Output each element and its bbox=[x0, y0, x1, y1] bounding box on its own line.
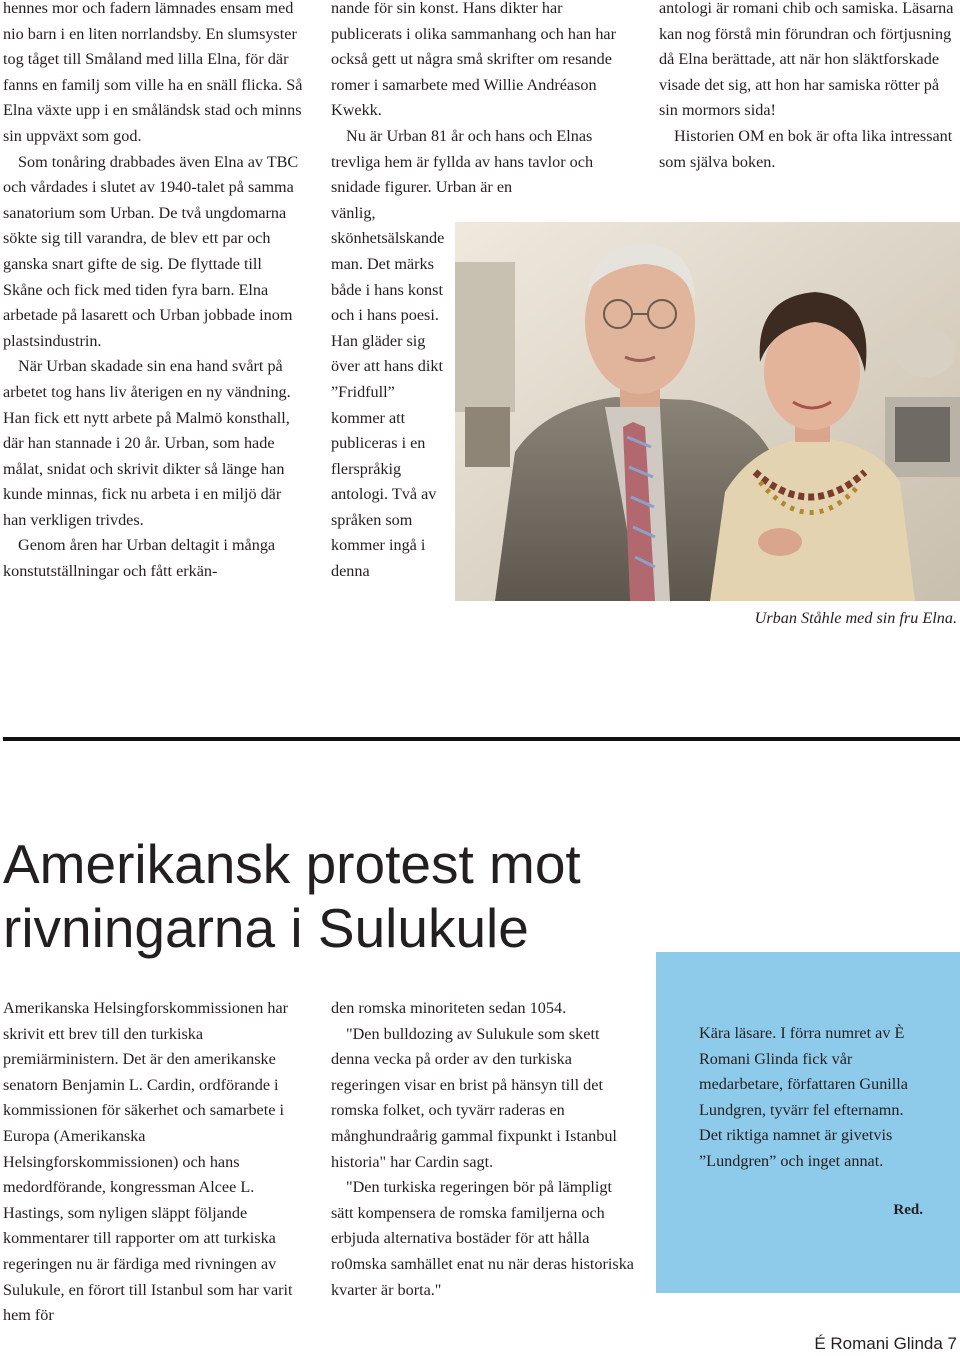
paragraph: Som tonåring drabbades även Elna av TBC och vårdades i slutet av 1940-talet på samma sanatorium som Urban. De två ungdomarna sökte sig till varandra, de blev ett par och ganska snart gifte de sig. De flyttade till Skåne och fick med tiden fyra barn. Elna arbetade på lasarett och Urban jobbade inom plastsindustrin. bbox=[3, 152, 299, 350]
article-headline: Amerikansk protest mot rivningarna i Sulukule bbox=[3, 833, 581, 959]
article2-column-2 bbox=[331, 996, 636, 1303]
correction-note-signature: Red. bbox=[893, 1202, 923, 1218]
article2-column-1 bbox=[3, 996, 303, 1329]
paragraph: "Den turkiska regeringen bör på lämpligt sätt kompensera de romska familjerna och erbjuda alternativa bostäder för att hålla ro0mska samhället enat nu när deras historiska kvarter är borta." bbox=[331, 1178, 634, 1299]
paragraph: När Urban skadade sin ena hand svårt på arbetet tog hans liv återigen en ny vändning. Han fick ett nytt arbete på Malmö konsthall, där han stannade i 20 år. Urban, som hade målat, snidat och skrivit dikter så länge han kunde minnas, fick nu arbeta i en miljö där han verkligen trivdes. bbox=[3, 357, 291, 529]
paragraph: den romska minoriteten sedan 1054. bbox=[331, 999, 567, 1017]
paragraph: nande för sin konst. Hans dikter har publicerats i olika sammanhang och han har också gett ut några små skrifter om resande romer i samarbete med Willie Andréason Kwekk. bbox=[331, 0, 616, 120]
paragraph: Historien OM en bok är ofta lika intressant som själva boken. bbox=[659, 126, 953, 171]
paragraph: antologi är romani chib och samiska. Läsarna kan nog förstå min förundran och förtjusning då Elna berättade, att när hon släktforskade visade det sig, att hon har samiska rötter på sin mormors sida! bbox=[659, 0, 954, 120]
paragraph: Nu är Urban 81 år och hans och Elnas trevliga hem är fyllda av hans tavlor och snidade figurer. Urban är en bbox=[331, 126, 594, 197]
paragraph: hennes mor och fadern lämnades ensam med nio barn i en liten norrlandsby. En slumsyster tog tåget till Småland med lilla Elna, för där fanns en familj som ville ha en snäll flicka. Så Elna växte upp i en småländsk stad och minns sin uppväxt som god. bbox=[3, 0, 303, 145]
correction-note-box bbox=[656, 952, 960, 1293]
article1-column-3 bbox=[659, 0, 959, 175]
couple-photo bbox=[455, 222, 960, 601]
section-divider bbox=[3, 737, 960, 741]
photo-caption: Urban Ståhle med sin fru Elna. bbox=[754, 609, 957, 627]
paragraph: Genom åren har Urban deltagit i många konstutställningar och fått erkän- bbox=[3, 536, 276, 581]
article1-column-1 bbox=[3, 0, 303, 585]
paragraph: Amerikanska Helsingforskommissionen har skrivit ett brev till den turkiska premiärministern. Det är den amerikanske senatorn Benjamin L. Cardin, ordförande i kommissionen för säkerhet och samarbete i Europa (Amerikanska Helsingforskommissionen) och hans medordförande, kongressman Alcee L. Hastings, som nyligen släppt följande kommentarer till rapporter om att turkiska regeringen nu är färdiga med rivningen av Sulukule, en förort till Istanbul som har varit hem för bbox=[3, 999, 293, 1325]
correction-note-text: Kära läsare. I förra numret av È Romani Glinda fick vår medarbetare, författaren Gunilla Lundgren, tyvärr fel efternamn. Det riktiga namnet är givetvis ”Lundgren” och inget annat. bbox=[699, 1024, 908, 1170]
paragraph-beside-photo: vänlig, skönhetsälskande man. Det märks både i hans konst och i hans poesi. Han gläder sig över att hans dikt ”Fridfull” kommer att publiceras i en flerspråkig antologi. Två av språken som kommer ingå i denna bbox=[331, 203, 445, 581]
page-footer: É Romani Glinda 7 bbox=[814, 1334, 957, 1353]
paragraph: "Den bulldozing av Sulukule som skett denna vecka på order av den turkiska regeringen visar en brist på hänsyn till det romska folket, och tyvärr raderas en månghundraårig gammal fixpunkt i Istanbul historia" har Cardin sagt. bbox=[331, 1024, 617, 1171]
